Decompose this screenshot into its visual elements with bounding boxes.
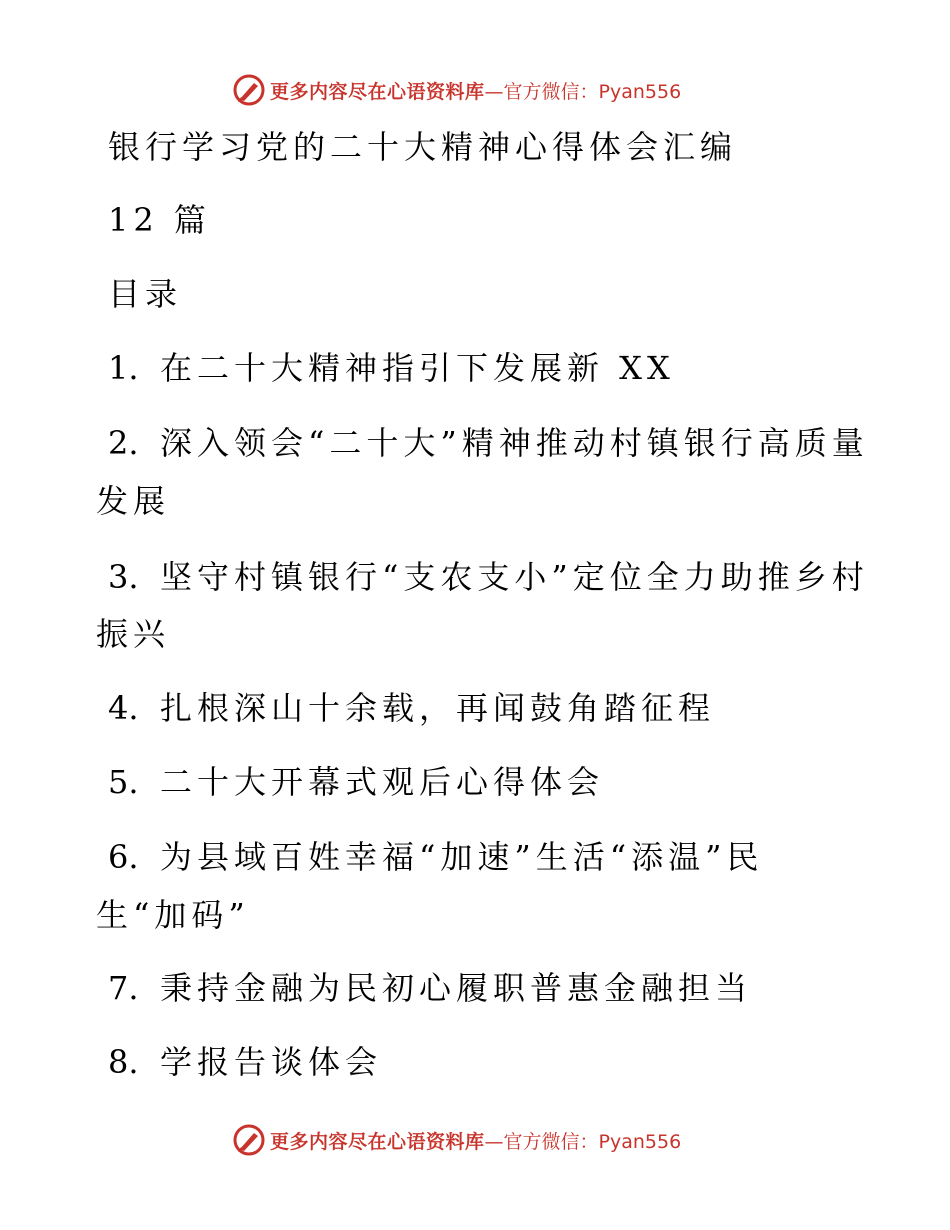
document-subtitle: 12 篇 (108, 201, 211, 239)
toc-item-6 (0, 837, 763, 877)
watermark-text: 更多内容尽在心语资料库 (270, 1130, 485, 1153)
toc-heading: 目录 (108, 275, 183, 313)
header-watermark (232, 72, 681, 108)
toc-item-text: 学报告谈体会 (160, 1043, 383, 1081)
footer-watermark (232, 1122, 681, 1158)
toc-item-number: 4. (108, 689, 139, 727)
watermark-text: 更多内容尽在心语资料库 (270, 80, 485, 103)
toc-item-2 (0, 423, 869, 463)
toc-item-number: 3. (108, 558, 139, 596)
toc-item-text: 为县域百姓幸福“加速”生活“添温”民 (160, 838, 764, 876)
toc-item-number: 8. (108, 1043, 139, 1081)
toc-item-number: 7. (108, 969, 139, 1007)
toc-item-3 (0, 557, 869, 597)
toc-item-text: 二十大开幕式观后心得体会 (160, 763, 605, 801)
toc-item-1 (0, 348, 675, 388)
watermark-contact: —官方微信：Pyan556 (484, 1130, 682, 1153)
pen-logo-icon (232, 73, 266, 107)
document-title: 银行学习党的二十大精神心得体会汇编 (108, 128, 738, 166)
pen-logo-icon (232, 1123, 266, 1157)
toc-item-number: 6. (108, 838, 139, 876)
toc-item-text: 秉持金融为民初心履职普惠金融担当 (160, 969, 753, 1007)
toc-item-7 (0, 968, 752, 1008)
toc-item-text: 扎根深山十余载，再闻鼓角踏征程 (160, 689, 716, 727)
toc-item-number: 2. (108, 424, 139, 462)
toc-item-3-continuation: 振兴 (96, 615, 171, 653)
toc-item-2-continuation: 发展 (96, 482, 171, 520)
toc-item-number: 5. (108, 763, 139, 801)
toc-item-text: 深入领会“二十大”精神推动村镇银行高质量 (160, 424, 869, 462)
toc-item-5 (0, 762, 604, 802)
toc-item-6-continuation: 生“加码” (96, 896, 250, 934)
toc-item-number: 1. (108, 349, 139, 387)
toc-item-text: 坚守村镇银行“支农支小”定位全力助推乡村 (160, 558, 869, 596)
toc-item-text: 在二十大精神指引下发展新 XX (160, 349, 675, 387)
toc-item-8 (0, 1042, 382, 1082)
watermark-contact: —官方微信：Pyan556 (484, 80, 682, 103)
toc-item-4 (0, 688, 715, 728)
